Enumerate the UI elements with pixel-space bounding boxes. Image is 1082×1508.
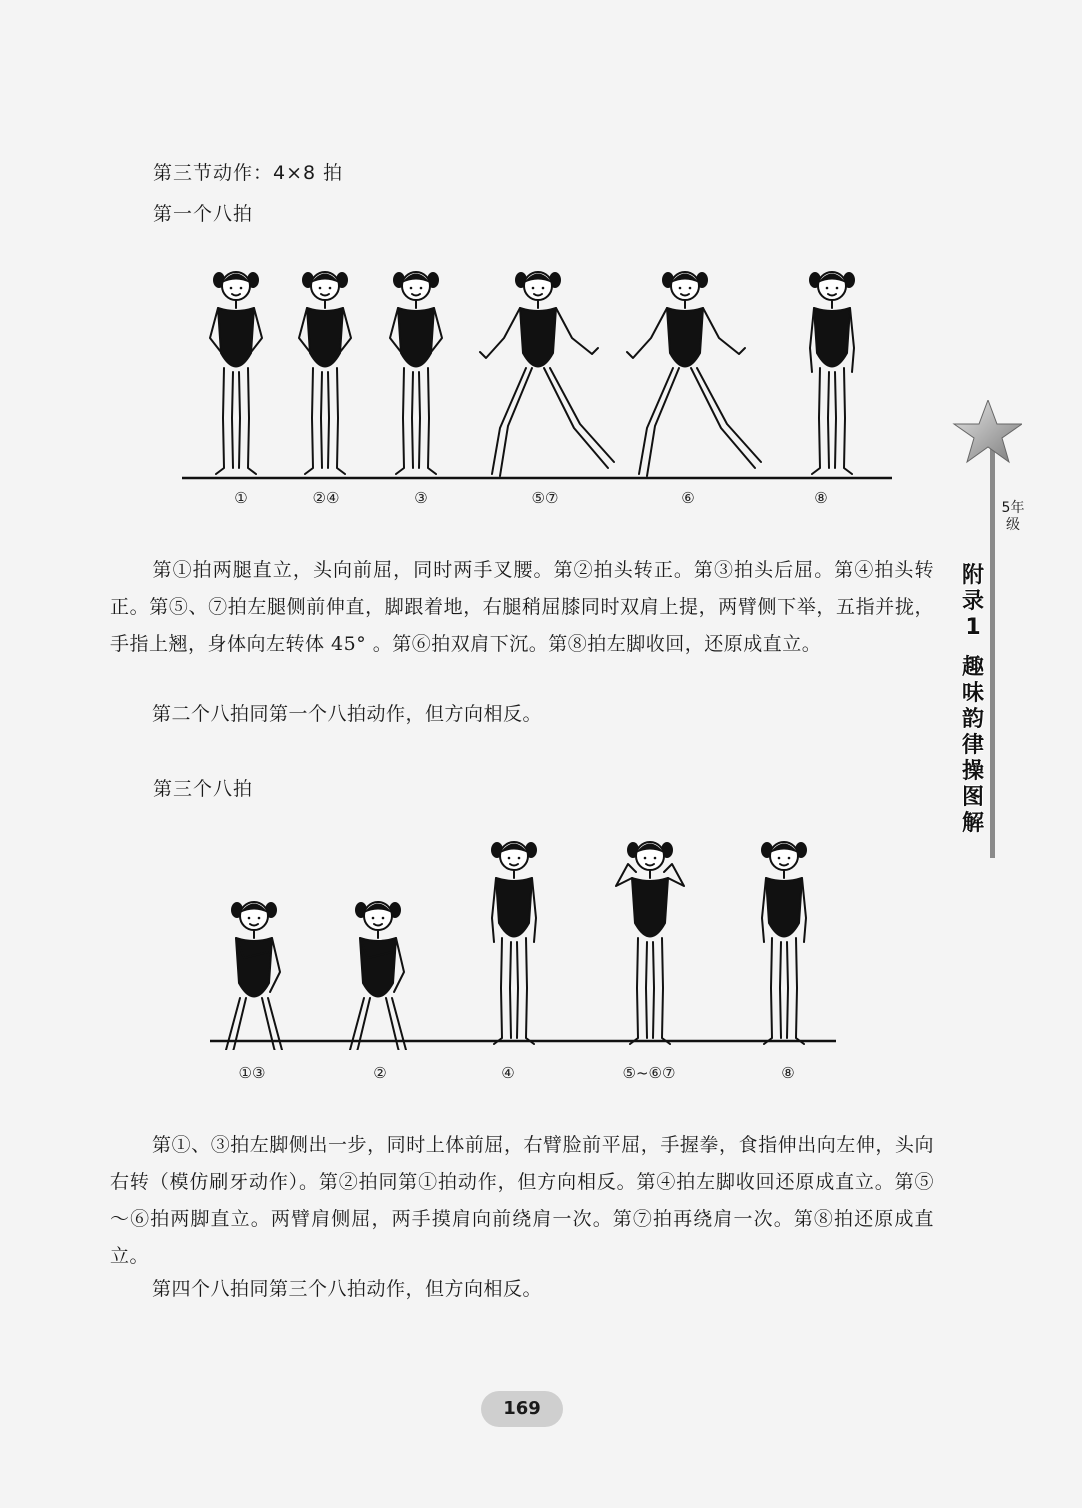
figure2-pose-1 [212,902,296,1050]
beat-label: ④ [501,1064,515,1082]
group-1-description: 第①拍两腿直立，头向前屈，同时两手叉腰。第②拍头转正。第③拍头后屈。第④拍头转正。第⑤、⑦拍左腿侧前伸直，脚跟着地，右腿稍屈膝同时双肩上提，两臂侧下举，五指并拢，手指上翘，身体向左转体 45° 。第⑥拍双肩下沉。第⑧拍左脚收回，还原成直立。 [110,559,934,655]
group-2-note: 第二个八拍同第一个八拍动作，但方向相反。 [152,703,543,725]
beat-label: ①③ [238,1064,266,1082]
figure-third-eight-beats [206,830,846,1050]
figure1-pose-6 [809,272,855,474]
section-title: 第三节动作：4×8 拍 [153,162,344,184]
figure2-pose-3 [491,842,537,1044]
sidebar-grade: 5年级 [1001,500,1025,533]
beat-label: ② [373,1064,387,1082]
star-icon [954,400,1022,462]
beat-label: ⑤⑦ [531,489,559,507]
beat-label: ③ [414,489,428,507]
figure2-pose-4 [616,842,684,1044]
figure2-pose-5 [761,842,807,1044]
group-4-note: 第四个八拍同第三个八拍动作，但方向相反。 [152,1278,543,1300]
figure1-pose-3 [390,272,442,474]
figure2-pose-2 [336,902,420,1050]
group-3-title: 第三个八拍 [153,778,254,800]
beat-label: ① [234,489,248,507]
figure1-pose-5 [627,272,761,476]
figure1-pose-4 [480,272,614,476]
group-1-title: 第一个八拍 [153,203,254,225]
beat-label: ⑧ [814,489,828,507]
beat-label: ⑤~⑥⑦ [622,1064,676,1082]
figure1-pose-2 [299,272,351,474]
figure-first-eight-beats [180,258,900,488]
page-number: 169 [481,1391,563,1427]
beat-label: ⑥ [681,489,695,507]
beat-label: ⑧ [781,1064,795,1082]
figure1-pose-1 [210,272,262,474]
sidebar-title: 附 录 1 趣 味 韵 律 操 图 解 [961,563,984,836]
group-3-description: 第①、③拍左脚侧出一步，同时上体前屈，右臂脸前平屈，手握拳，食指伸出向左伸，头向右转（模仿刷牙动作）。第②拍同第①拍动作，但方向相反。第④拍左脚收回还原成直立。第⑤～⑥拍两脚直立。两臂肩侧屈，两手摸肩向前绕肩一次。第⑦拍再绕肩一次。第⑧拍还原成直立。 [110,1134,934,1267]
beat-label: ②④ [312,489,340,507]
